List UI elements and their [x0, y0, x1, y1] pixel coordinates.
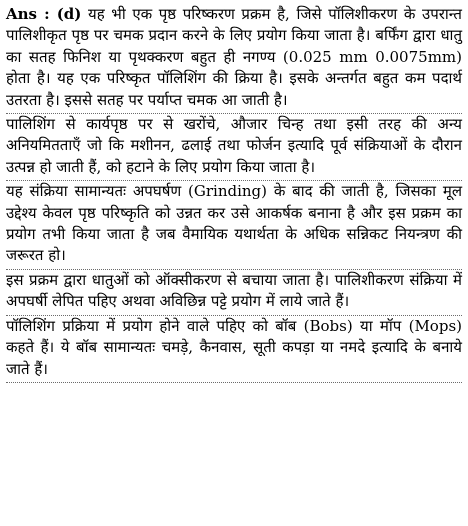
- paragraph-scratch-removal: पालिशिंग से कार्यपृष्ठ पर से खरोंचे, औजार चिन्ह तथा इसी तरह की अन्य अनियमितताएँ जो कि मशीनन, ढलाई तथा फोर्जन इत्यादि पूर्व संक्रियाओं के दौरान उत्पन्न हो जाती हैं, को हटाने के लिए प्रयोग किया जाता है।: [6, 114, 462, 181]
- answer-paragraph: [6, 4, 462, 114]
- paragraph-oxidation: इस प्रक्रम द्वारा धातुओं को ऑक्सीकरण से बचाया जाता है। पालिशीकरण संक्रिया में अपघर्षी लेपित पहिए अथवा अविछिन्न पट्टे प्रयोग में लाये जाते हैं।: [6, 270, 462, 316]
- answer-text: यह भी एक पृष्ठ परिष्करण प्रक्रम है, जिसे पॉलिशीकरण के उपरान्त पालिशीकृत पृष्ठ पर चमक प्रदान करने के लिए प्रयोग किया जाता है। बर्फिंग द्वारा धातु का सतह फिनिश या पृथक्करण बहुत ही नगण्य (0.025 mm 0.0075mm) होता है। यह एक परिष्कृत पॉलिशिंग की क्रिया है। इसके अन्तर्गत बहुत कम पदार्थ उतरता है। इससे सतह पर पर्याप्त चमक आ जाती है।: [6, 5, 462, 109]
- paragraph-grinding: यह संक्रिया सामान्यतः अपघर्षण (Grinding) के बाद की जाती है, जिसका मूल उद्देश्य केवल पृष्ठ परिष्कृति को उन्नत कर उसे आकर्षक बनाना है और इस प्रक्रम का प्रयोग तभी किया जाता है जब वैमायिक यथार्थता के अधिक सन्निकट नियन्त्रण की जरूरत हो।: [6, 181, 462, 270]
- answer-prefix: Ans :: [6, 5, 57, 23]
- paragraph-bobs-mops: पॉलिशिंग प्रक्रिया में प्रयोग होने वाले पहिए को बॉब (Bobs) या मॉप (Mops) कहते हैं। ये बॉब सामान्यतः चमड़े, कैनवास, सूती कपड़ा या नमदे इत्यादि के बनाये जाते हैं।: [6, 316, 462, 383]
- answer-option: (d): [56, 5, 82, 23]
